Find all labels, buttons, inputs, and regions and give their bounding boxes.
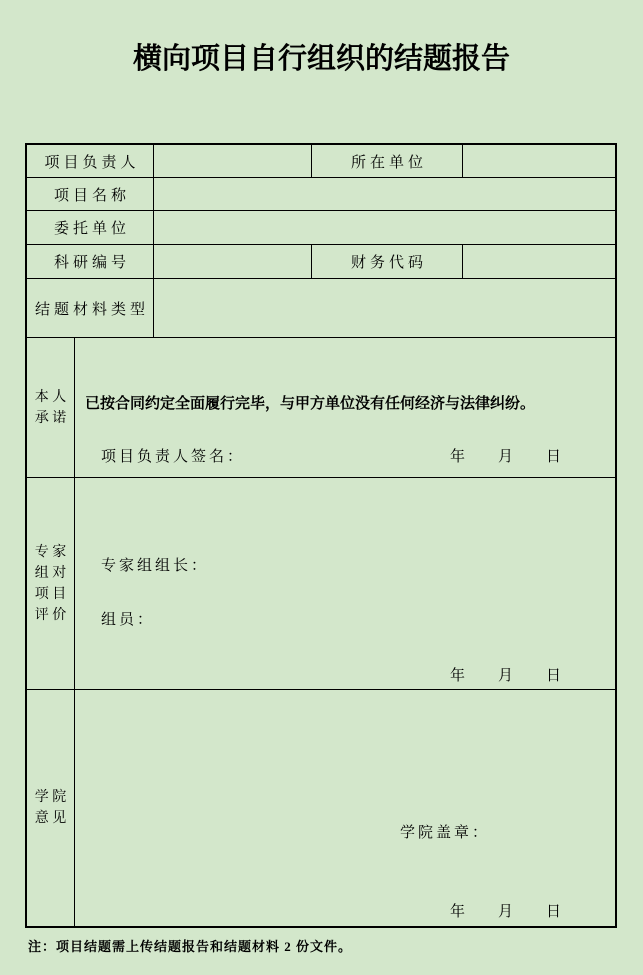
- row-material-type: [27, 279, 615, 338]
- date-line-college: [450, 900, 561, 921]
- field-finance-code[interactable]: [463, 245, 615, 278]
- side-line: 组 对: [34, 565, 67, 581]
- month-label: 月: [497, 668, 513, 684]
- field-work-unit[interactable]: [463, 145, 615, 177]
- row-project-name: [27, 178, 615, 211]
- date-line-commitment: [450, 445, 561, 466]
- side-line: 意 见: [34, 811, 67, 826]
- row-research-number: [27, 245, 615, 279]
- side-line: 学 院: [34, 790, 67, 805]
- month-label: 月: [497, 904, 513, 920]
- side-label-personal-commitment: [27, 338, 75, 477]
- label-project-name-text: 项目名称: [53, 187, 130, 204]
- row-project-leader: [27, 145, 615, 178]
- expert-member-label: 组员：: [101, 612, 156, 628]
- label-finance-code: [312, 245, 463, 278]
- label-research-number-text: 科研编号: [53, 255, 130, 271]
- year-label: 年: [449, 904, 465, 920]
- label-material-type-text: 结题材料类型: [34, 301, 149, 318]
- label-material-type: [27, 279, 154, 337]
- college-opinion-body[interactable]: [75, 690, 615, 926]
- field-entrusting-unit[interactable]: [154, 211, 615, 244]
- date-line-expert: [450, 664, 561, 685]
- field-project-name[interactable]: [154, 178, 615, 210]
- day-label: 日: [545, 904, 561, 920]
- section-personal-commitment: [27, 338, 615, 478]
- footnote: 注：项目结题需上传结题报告和结题材料 2 份文件。: [28, 939, 353, 954]
- side-line: 专 家: [34, 544, 67, 560]
- side-label-expert-evaluation: [27, 478, 75, 689]
- day-label: 日: [545, 449, 561, 465]
- signature-label: 项目负责人签名：: [101, 449, 246, 465]
- form-title: 横向项目自行组织的结题报告: [132, 43, 510, 75]
- side-line: 本 人: [34, 389, 67, 405]
- side-line: 承 诺: [34, 410, 67, 426]
- label-finance-code-text: 财务代码: [350, 255, 427, 271]
- label-work-unit: [312, 145, 463, 177]
- commitment-body[interactable]: [75, 338, 615, 477]
- college-seal-label: 学院盖章：: [400, 825, 491, 841]
- side-line: 项 目: [34, 586, 67, 602]
- field-research-number[interactable]: [154, 245, 312, 278]
- expert-evaluation-body[interactable]: [75, 478, 615, 689]
- label-entrusting-unit: [27, 211, 154, 244]
- label-project-leader: [27, 145, 154, 177]
- label-entrusting-unit-text: 委托单位: [53, 221, 130, 237]
- label-work-unit-text: 所在单位: [350, 154, 427, 171]
- label-project-leader-text: 项目负责人: [44, 154, 140, 171]
- year-label: 年: [449, 668, 465, 684]
- report-form-table: [25, 143, 617, 928]
- section-college-opinion: [27, 690, 615, 926]
- day-label: 日: [545, 668, 561, 684]
- month-label: 月: [497, 449, 513, 465]
- field-project-leader[interactable]: [154, 145, 312, 177]
- expert-leader-label: 专家组组长：: [101, 558, 210, 574]
- field-material-type[interactable]: [154, 279, 615, 337]
- side-line: 评 价: [34, 607, 67, 623]
- section-expert-evaluation: [27, 478, 615, 690]
- side-label-college-opinion: [27, 690, 75, 926]
- label-project-name: [27, 178, 154, 210]
- year-label: 年: [449, 449, 465, 465]
- label-research-number: [27, 245, 154, 278]
- commitment-statement: 已按合同约定全面履行完毕，与甲方单位没有任何经济与法律纠纷。: [85, 395, 536, 412]
- row-entrusting-unit: [27, 211, 615, 245]
